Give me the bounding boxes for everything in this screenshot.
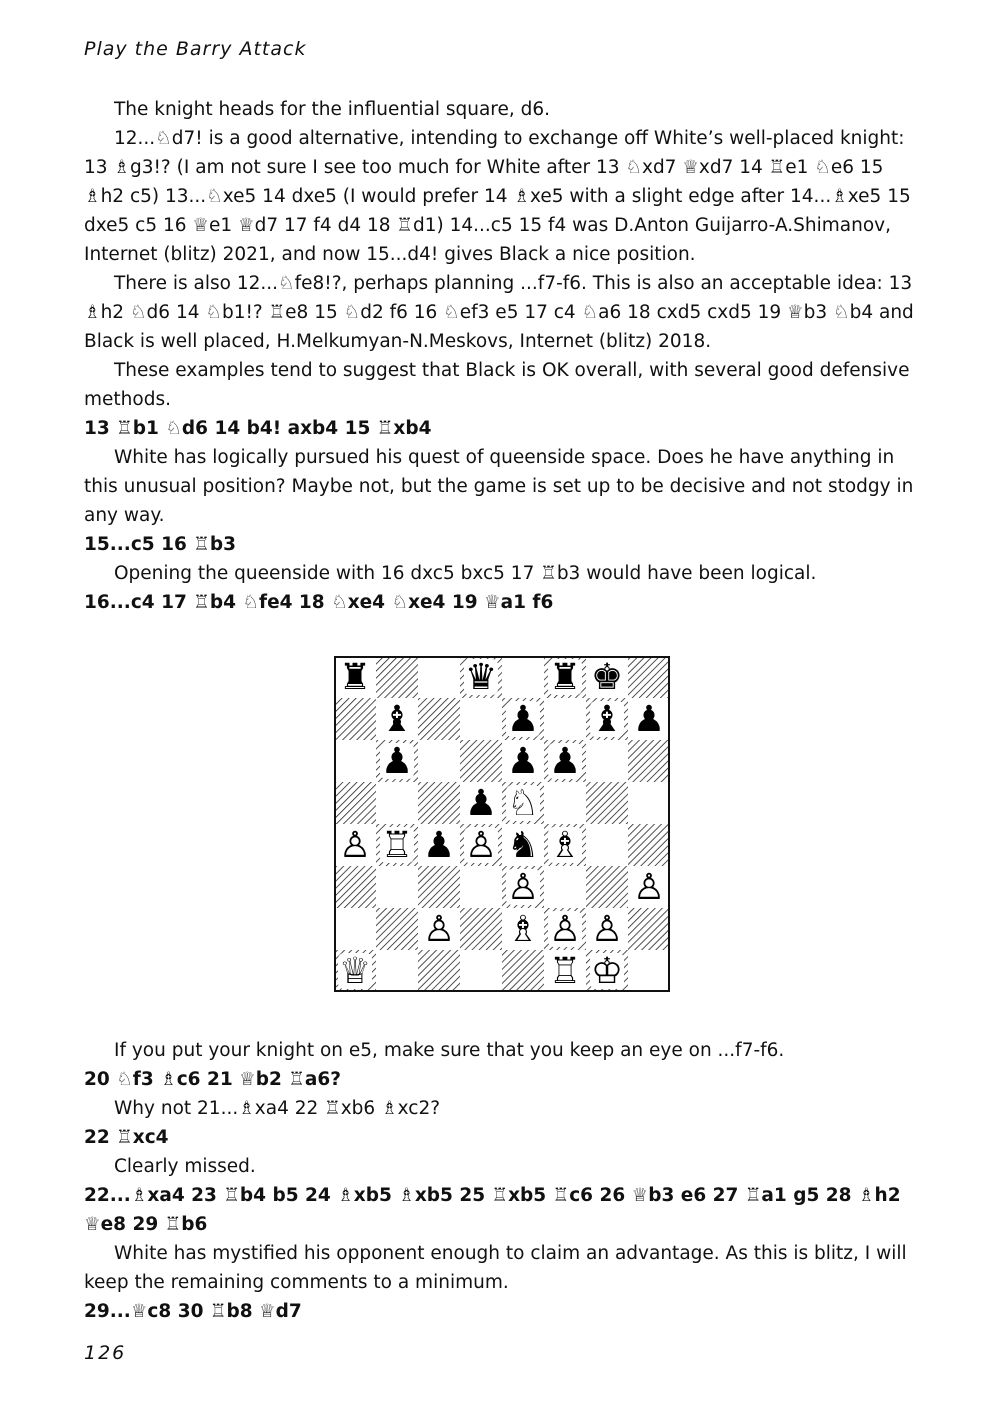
white-piece-icon: ♘ xyxy=(506,783,540,824)
dark-square-a3 xyxy=(334,866,376,908)
black-piece-icon: ♟ xyxy=(422,825,456,866)
black-piece-icon: ♞ xyxy=(506,825,540,866)
commentary-paragraph: There is also 12...♘fe8!?, perhaps planning ...f7-f6. This is also an acceptable idea: 13 ♗h2 ♘d6 14 ♘b1!? ♖e8 15 ♘d2 f6 16 ♘ef3 e5 17 c4 ♘a6 18 cxd5 cxd5 19 ♕b3 ♘b4 and Black is well placed, H.Melkumyan-N.Meskovs, Internet (blitz) 2018. xyxy=(84,273,914,352)
commentary-paragraph: If you put your knight on e5, make sure that you keep an eye on ...f7-f6. xyxy=(114,1040,785,1061)
move-line: 29...♕c8 30 ♖b8 ♕d7 xyxy=(84,1301,302,1322)
commentary-paragraph: The knight heads for the influential square, d6. xyxy=(114,99,551,120)
move-line: 22 ♖xc4 xyxy=(84,1127,169,1148)
dark-square-c5 xyxy=(418,782,460,824)
dark-square-d6 xyxy=(460,740,502,782)
light-square-f5 xyxy=(544,782,586,824)
light-square-a2 xyxy=(334,908,376,950)
white-piece-icon: ♙ xyxy=(548,909,582,950)
page-number: 126 xyxy=(84,1342,127,1364)
light-square-f3 xyxy=(544,866,586,908)
white-piece-icon: ♖ xyxy=(380,825,414,866)
commentary-paragraph: 12...♘d7! is a good alternative, intending to exchange off White’s well-placed knight: 13 ♗g3!? (I am not sure I see too much for White after 13 ♘xd7 ♕xd7 14 ♖e1 ♘e6 15 ♗h2 c5) 13...♘xe5 14 dxe5 (I would prefer 14 ♗xe5 with a slight edge after 14...♗xe5 15 dxe5 c5 16 ♕e1 ♕d7 17 f4 d4 18 ♖d1) 14...c5 15 f4 was D.Anton Guijarro-A.Shimanov, Internet (blitz) 2021, and now 15...d4! gives Black a nice position. xyxy=(84,128,911,265)
upper-text-block xyxy=(84,95,924,617)
dark-square-e1 xyxy=(502,950,544,992)
commentary-paragraph: White has mystified his opponent enough to claim an advantage. As this is blitz, I will keep the remaining comments to a minimum. xyxy=(84,1243,907,1293)
black-piece-icon: ♝ xyxy=(380,699,414,740)
white-piece-icon: ♙ xyxy=(506,867,540,908)
lower-text-block xyxy=(84,1036,924,1326)
white-piece-icon: ♙ xyxy=(632,867,666,908)
black-piece-icon: ♚ xyxy=(590,657,624,698)
light-square-b3 xyxy=(376,866,418,908)
black-piece-icon: ♟ xyxy=(464,783,498,824)
white-piece-icon: ♙ xyxy=(338,825,372,866)
light-square-d3 xyxy=(460,866,502,908)
dark-square-h6 xyxy=(628,740,670,782)
dark-square-d2 xyxy=(460,908,502,950)
black-piece-icon: ♜ xyxy=(548,657,582,698)
commentary-paragraph: White has logically pursued his quest of queenside space. Does he have anything in this unusual position? Maybe not, but the game is set up to be decisive and not stodgy in any way. xyxy=(84,447,914,526)
white-piece-icon: ♗ xyxy=(548,825,582,866)
dark-square-h8 xyxy=(628,656,670,698)
commentary-paragraph: Clearly missed. xyxy=(114,1156,256,1177)
commentary-paragraph: These examples tend to suggest that Black is OK overall, with several good defensive methods. xyxy=(84,360,910,410)
move-line: 20 ♘f3 ♗c6 21 ♕b2 ♖a6? xyxy=(84,1069,341,1090)
running-title: Play the Barry Attack xyxy=(84,38,307,60)
light-square-f7 xyxy=(544,698,586,740)
light-square-d1 xyxy=(460,950,502,992)
light-square-g6 xyxy=(586,740,628,782)
light-square-h1 xyxy=(628,950,670,992)
white-piece-icon: ♙ xyxy=(422,909,456,950)
black-piece-icon: ♟ xyxy=(506,699,540,740)
dark-square-h2 xyxy=(628,908,670,950)
black-piece-icon: ♟ xyxy=(548,741,582,782)
chessboard xyxy=(334,656,670,992)
chess-diagram xyxy=(334,656,670,992)
black-piece-icon: ♟ xyxy=(632,699,666,740)
dark-square-a5 xyxy=(334,782,376,824)
move-line: 13 ♖b1 ♘d6 14 b4! axb4 15 ♖xb4 xyxy=(84,418,432,439)
light-square-a6 xyxy=(334,740,376,782)
black-piece-icon: ♟ xyxy=(506,741,540,782)
light-square-h5 xyxy=(628,782,670,824)
commentary-paragraph: Opening the queenside with 16 dxc5 bxc5 17 ♖b3 would have been logical. xyxy=(114,563,817,584)
white-piece-icon: ♖ xyxy=(548,951,582,992)
light-square-d7 xyxy=(460,698,502,740)
white-piece-icon: ♙ xyxy=(464,825,498,866)
light-square-c8 xyxy=(418,656,460,698)
light-square-g4 xyxy=(586,824,628,866)
dark-square-h4 xyxy=(628,824,670,866)
white-piece-icon: ♕ xyxy=(338,951,372,992)
dark-square-g3 xyxy=(586,866,628,908)
dark-square-g5 xyxy=(586,782,628,824)
move-line: 15...c5 16 ♖b3 xyxy=(84,534,236,555)
commentary-paragraph: Why not 21...♗xa4 22 ♖xb6 ♗xc2? xyxy=(114,1098,441,1119)
black-piece-icon: ♛ xyxy=(464,657,498,698)
move-line: 22...♗xa4 23 ♖b4 b5 24 ♗xb5 ♗xb5 25 ♖xb5 ♖c6 26 ♕b3 e6 27 ♖a1 g5 28 ♗h2 ♕e8 29 ♖b6 xyxy=(84,1185,901,1235)
dark-square-b8 xyxy=(376,656,418,698)
white-piece-icon: ♔ xyxy=(590,951,624,992)
dark-square-c7 xyxy=(418,698,460,740)
black-piece-icon: ♟ xyxy=(380,741,414,782)
light-square-e8 xyxy=(502,656,544,698)
move-line: 16...c4 17 ♖b4 ♘fe4 18 ♘xe4 ♘xe4 19 ♕a1 f6 xyxy=(84,592,554,613)
black-piece-icon: ♜ xyxy=(338,657,372,698)
white-piece-icon: ♗ xyxy=(506,909,540,950)
light-square-b1 xyxy=(376,950,418,992)
dark-square-a7 xyxy=(334,698,376,740)
black-piece-icon: ♝ xyxy=(590,699,624,740)
white-piece-icon: ♙ xyxy=(590,909,624,950)
light-square-c6 xyxy=(418,740,460,782)
dark-square-c3 xyxy=(418,866,460,908)
dark-square-c1 xyxy=(418,950,460,992)
light-square-b5 xyxy=(376,782,418,824)
dark-square-b2 xyxy=(376,908,418,950)
